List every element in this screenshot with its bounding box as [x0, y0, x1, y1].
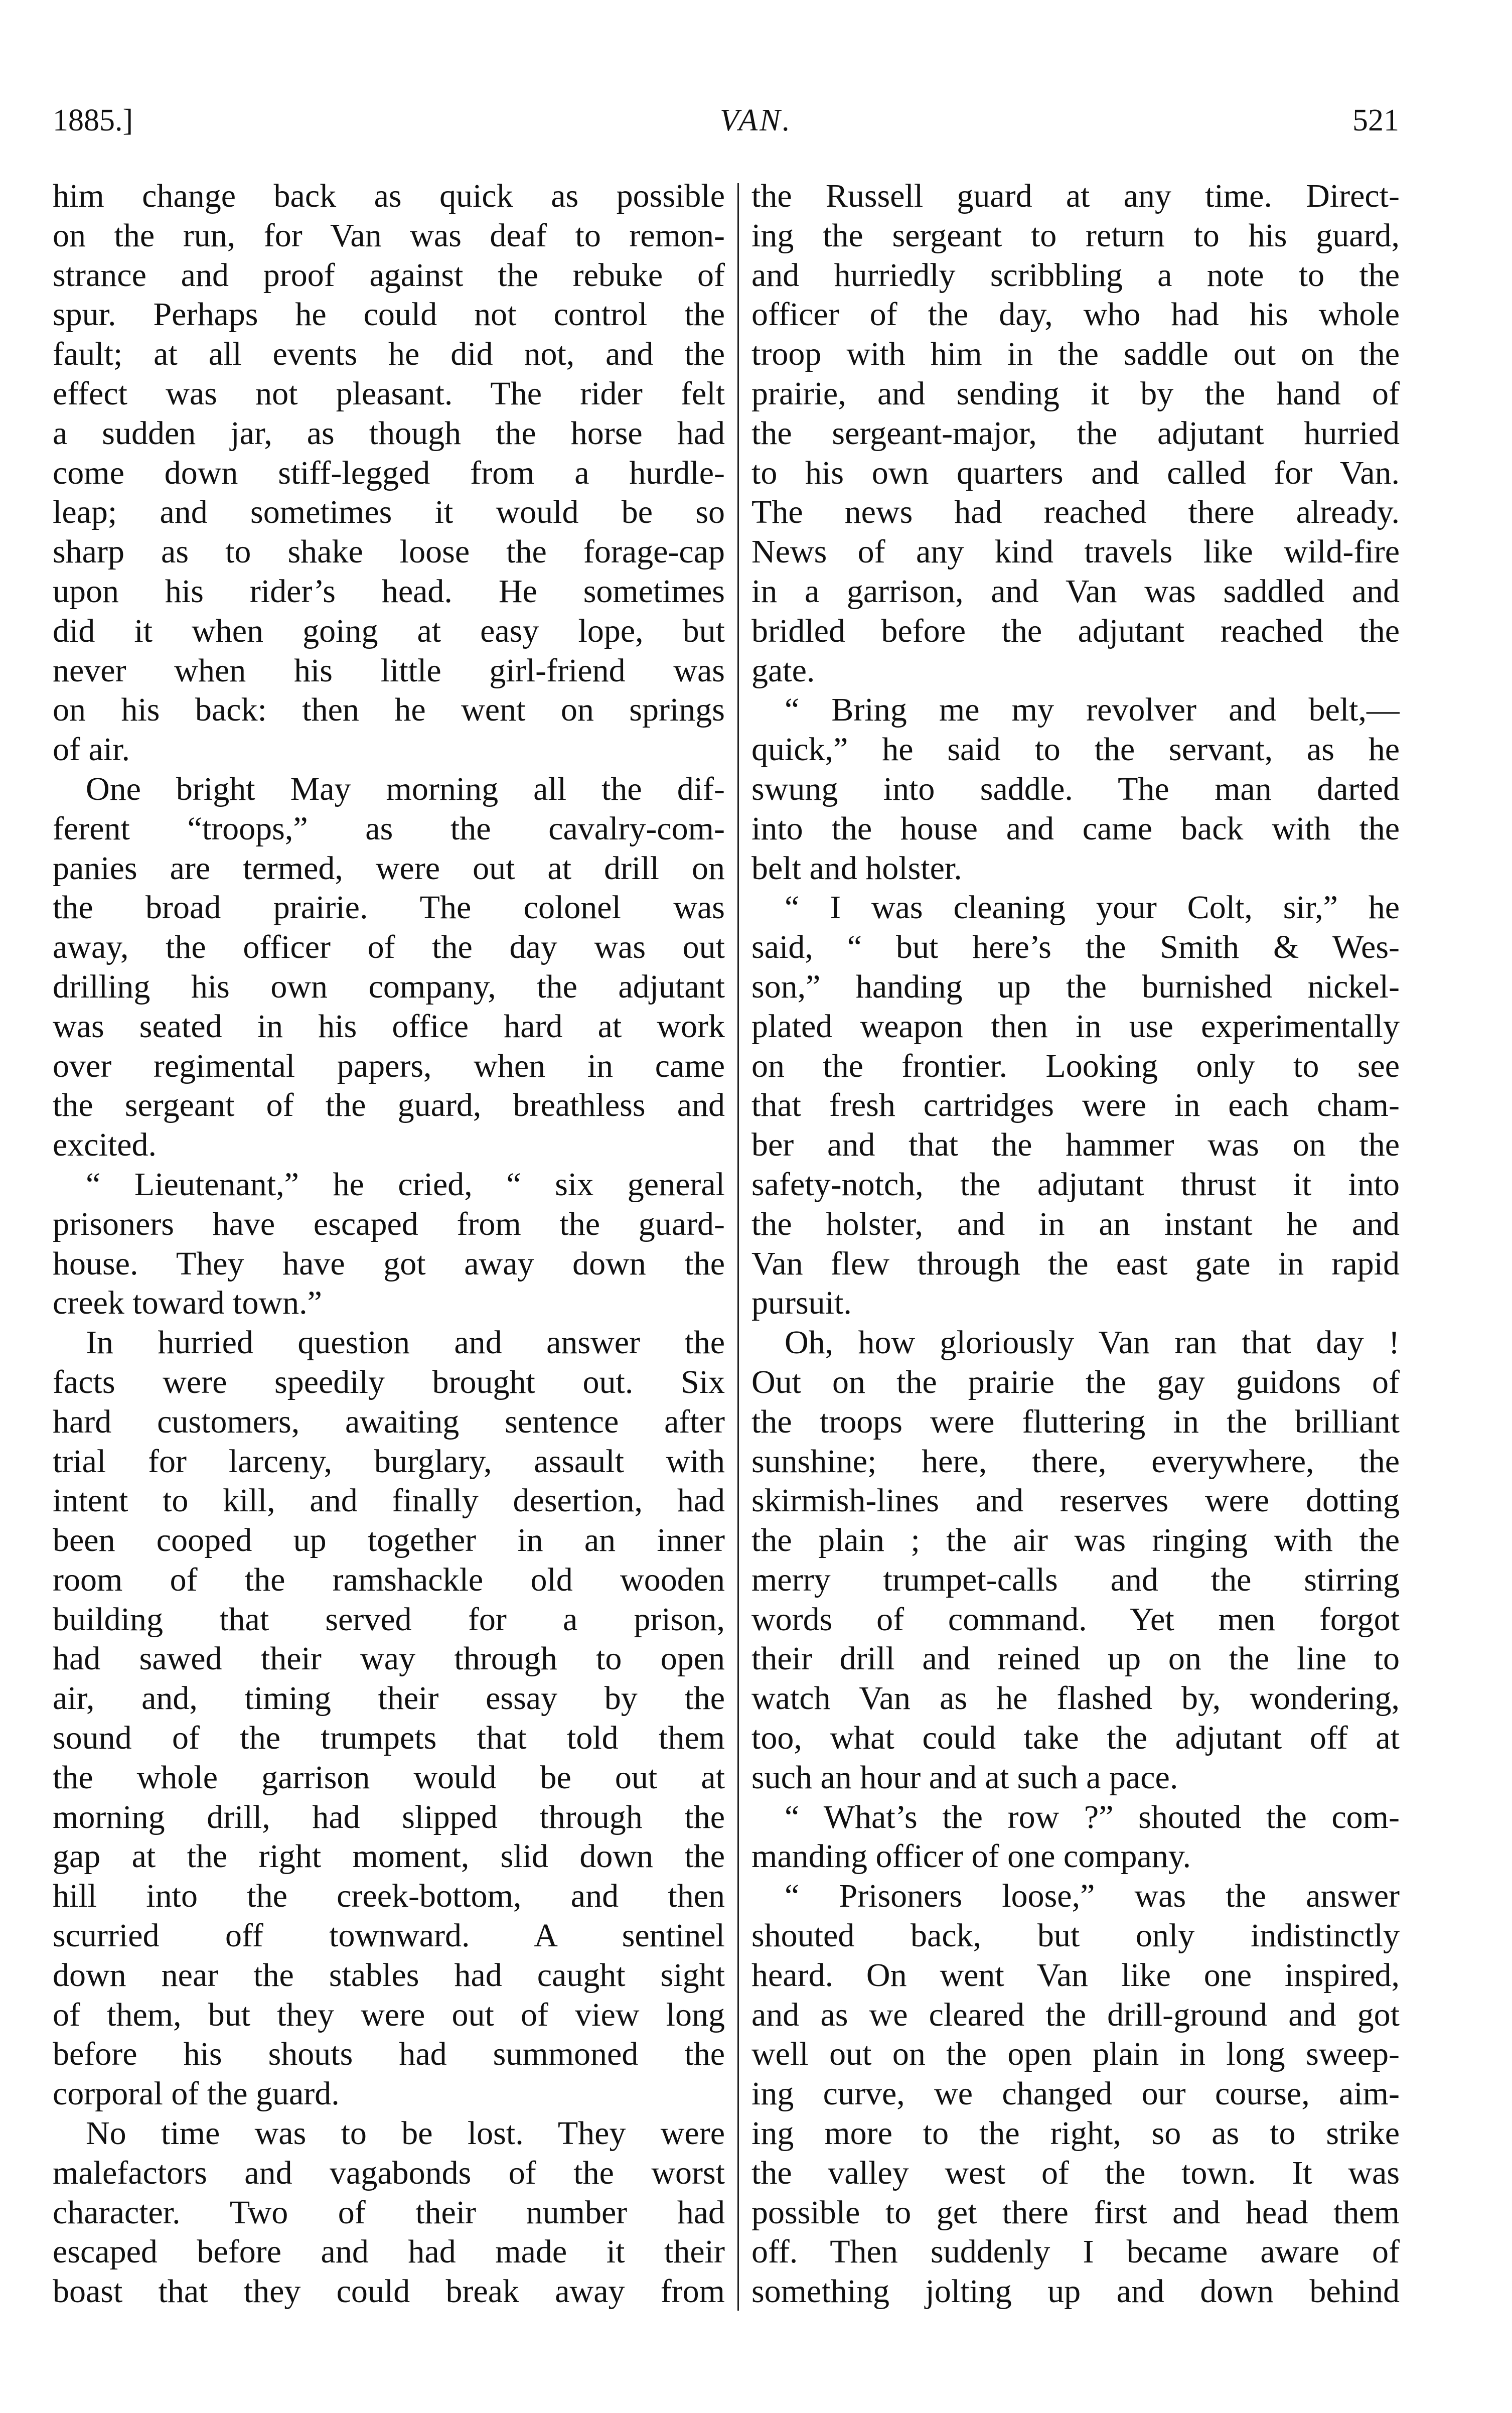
text-line: and hurriedly scribbling a note to the — [751, 256, 1400, 294]
text-line: gate. — [751, 652, 815, 689]
text-line: corporal of the guard. — [53, 2075, 340, 2112]
text-line: room of the ramshackle old wooden — [53, 1561, 725, 1598]
text-line: pursuit. — [751, 1285, 852, 1322]
text-line: son,” handing up the burnished nickel- — [751, 968, 1400, 1005]
text-line: morning drill, had slipped through the — [53, 1798, 725, 1835]
text-line: on the run, for Van was deaf to remon- — [53, 217, 725, 254]
text-line: effect was not pleasant. The rider felt — [53, 375, 725, 412]
text-line: ferent “troops,” as the cavalry-com- — [53, 810, 725, 847]
text-line: the whole garrison would be out at — [53, 1759, 725, 1796]
text-line: upon his rider’s head. He sometimes — [53, 573, 725, 610]
text-line: ing curve, we changed our course, aim- — [751, 2075, 1400, 2112]
text-line: hill into the creek-bottom, and then — [53, 1878, 725, 1915]
text-line: house. They have got away down the — [53, 1245, 725, 1282]
text-line: off. Then suddenly I became aware of — [751, 2233, 1400, 2270]
text-line: the troops were fluttering in the brilliant — [751, 1403, 1400, 1440]
text-line: “ What’s the row ?” shouted the com- — [785, 1798, 1400, 1835]
text-line: skirmish-lines and reserves were dotting — [751, 1482, 1400, 1519]
text-line: him change back as quick as possible — [53, 178, 725, 214]
text-line: Oh, how gloriously Van ran that day ! — [785, 1324, 1400, 1361]
text-line: creek toward town.” — [53, 1285, 322, 1322]
text-line: character. Two of their number had — [53, 2194, 725, 2231]
text-line: plated weapon then in use experimentally — [751, 1008, 1400, 1045]
text-line: troop with him in the saddle out on the — [751, 336, 1400, 373]
text-line: No time was to be lost. They were — [86, 2115, 725, 2152]
text-line: escaped before and had made it their — [53, 2233, 725, 2270]
text-line: of air. — [53, 731, 130, 768]
text-line: in a garrison, and Van was saddled and — [751, 573, 1400, 610]
text-line: the sergeant of the guard, breathless and — [53, 1087, 725, 1124]
text-line: facts were speedily brought out. Six — [53, 1363, 725, 1400]
text-line: ber and that the hammer was on the — [751, 1126, 1400, 1164]
text-line: ing the sergeant to return to his guard, — [751, 217, 1400, 254]
text-line: sunshine; here, there, everywhere, the — [751, 1443, 1400, 1480]
text-line: ing more to the right, so as to strike — [751, 2115, 1400, 2152]
text-line: spur. Perhaps he could not control the — [53, 296, 725, 333]
text-line: “ Prisoners loose,” was the answer — [785, 1878, 1400, 1915]
text-line: watch Van as he flashed by, wondering, — [751, 1680, 1400, 1717]
text-line: hard customers, awaiting sentence after — [53, 1403, 725, 1440]
text-line: prairie, and sending it by the hand of — [751, 375, 1400, 412]
text-line: “ Lieutenant,” he cried, “ six general — [86, 1166, 725, 1203]
text-line: In hurried question and answer the — [86, 1324, 725, 1361]
text-line: before his shouts had summoned the — [53, 2036, 725, 2073]
text-line: something jolting up and down behind — [751, 2273, 1400, 2310]
text-line: said, “ but here’s the Smith & Wes- — [751, 929, 1400, 966]
text-line: the sergeant-major, the adjutant hurried — [751, 414, 1400, 452]
text-line: shouted back, but only indistinctly — [751, 1917, 1400, 1954]
text-line: leap; and sometimes it would be so — [53, 494, 725, 531]
text-line: “ I was cleaning your Colt, sir,” he — [785, 889, 1400, 926]
text-line: did it when going at easy lope, but — [53, 612, 725, 649]
text-line: safety-notch, the adjutant thrust it into — [751, 1166, 1400, 1203]
text-line: was seated in his office hard at work — [53, 1008, 725, 1045]
right-column — [751, 177, 1400, 2312]
text-line: the holster, and in an instant he and — [751, 1205, 1400, 1242]
text-line: strance and proof against the rebuke of — [53, 256, 725, 294]
text-line: and as we cleared the drill-ground and got — [751, 1996, 1400, 2033]
text-line: their drill and reined up on the line to — [751, 1640, 1400, 1677]
text-line: the Russell guard at any time. Direct- — [751, 178, 1400, 214]
text-line: Van flew through the east gate in rapid — [751, 1245, 1400, 1282]
text-line: fault; at all events he did not, and the — [53, 336, 725, 373]
text-line: been cooped up together in an inner — [53, 1522, 725, 1559]
text-line: that fresh cartridges were in each cham- — [751, 1087, 1400, 1124]
text-line: possible to get there first and head them — [751, 2194, 1400, 2231]
text-line: sharp as to shake loose the forage-cap — [53, 533, 725, 571]
text-line: News of any kind travels like wild-fire — [751, 533, 1400, 571]
text-line: a sudden jar, as though the horse had — [53, 414, 725, 452]
text-line: down near the stables had caught sight — [53, 1956, 725, 1994]
text-line: such an hour and at such a pace. — [751, 1759, 1178, 1796]
text-line: intent to kill, and finally desertion, had — [53, 1482, 725, 1519]
text-line: the broad prairie. The colonel was — [53, 889, 725, 926]
text-line: never when his little girl-friend was — [53, 652, 725, 689]
text-line: well out on the open plain in long sweep- — [751, 2036, 1400, 2073]
text-line: heard. On went Van like one inspired, — [751, 1956, 1400, 1994]
running-title: VAN. — [720, 103, 792, 137]
text-line: words of command. Yet men forgot — [751, 1601, 1400, 1638]
text-line: malefactors and vagabonds of the worst — [53, 2154, 725, 2191]
page-number: 521 — [1352, 103, 1399, 137]
text-line: come down stiff-legged from a hurdle- — [53, 454, 725, 491]
text-line: bridled before the adjutant reached the — [751, 612, 1400, 649]
text-line: of them, but they were out of view long — [53, 1996, 725, 2033]
text-line: over regimental papers, when in came — [53, 1047, 725, 1084]
text-line: had sawed their way through to open — [53, 1640, 725, 1677]
left-column — [53, 177, 725, 2312]
text-line: on his back: then he went on springs — [53, 691, 725, 729]
text-line: scurried off townward. A sentinel — [53, 1917, 725, 1954]
text-line: on the frontier. Looking only to see — [751, 1047, 1400, 1084]
text-line: air, and, timing their essay by the — [53, 1680, 725, 1717]
text-line: merry trumpet-calls and the stirring — [751, 1561, 1400, 1598]
text-line: building that served for a prison, — [53, 1601, 725, 1638]
text-line: the valley west of the town. It was — [751, 2154, 1400, 2191]
text-line: to his own quarters and called for Van. — [751, 454, 1400, 491]
header-year: 1885.] — [53, 103, 133, 137]
text-line: away, the officer of the day was out — [53, 929, 725, 966]
text-line: panies are termed, were out at drill on — [53, 849, 725, 887]
text-line: “ Bring me my revolver and belt,— — [785, 691, 1400, 729]
text-line: prisoners have escaped from the guard- — [53, 1205, 725, 1242]
text-line: trial for larceny, burglary, assault with — [53, 1443, 725, 1480]
column-divider — [737, 183, 739, 2311]
text-line: Out on the prairie the gay guidons of — [751, 1363, 1400, 1400]
text-line: into the house and came back with the — [751, 810, 1400, 847]
text-line: excited. — [53, 1126, 157, 1164]
text-line: drilling his own company, the adjutant — [53, 968, 725, 1005]
text-line: quick,” he said to the servant, as he — [751, 731, 1400, 768]
text-line: the plain ; the air was ringing with the — [751, 1522, 1400, 1559]
text-line: manding officer of one company. — [751, 1838, 1191, 1875]
text-line: boast that they could break away from — [53, 2273, 725, 2310]
text-line: swung into saddle. The man darted — [751, 770, 1400, 807]
text-line: sound of the trumpets that told them — [53, 1720, 725, 1757]
text-line: One bright May morning all the dif- — [86, 770, 725, 807]
text-line: The news had reached there already. — [751, 494, 1400, 531]
text-line: belt and holster. — [751, 849, 962, 887]
text-line: gap at the right moment, slid down the — [53, 1838, 725, 1875]
text-line: too, what could take the adjutant off at — [751, 1720, 1400, 1757]
text-line: officer of the day, who had his whole — [751, 296, 1400, 333]
